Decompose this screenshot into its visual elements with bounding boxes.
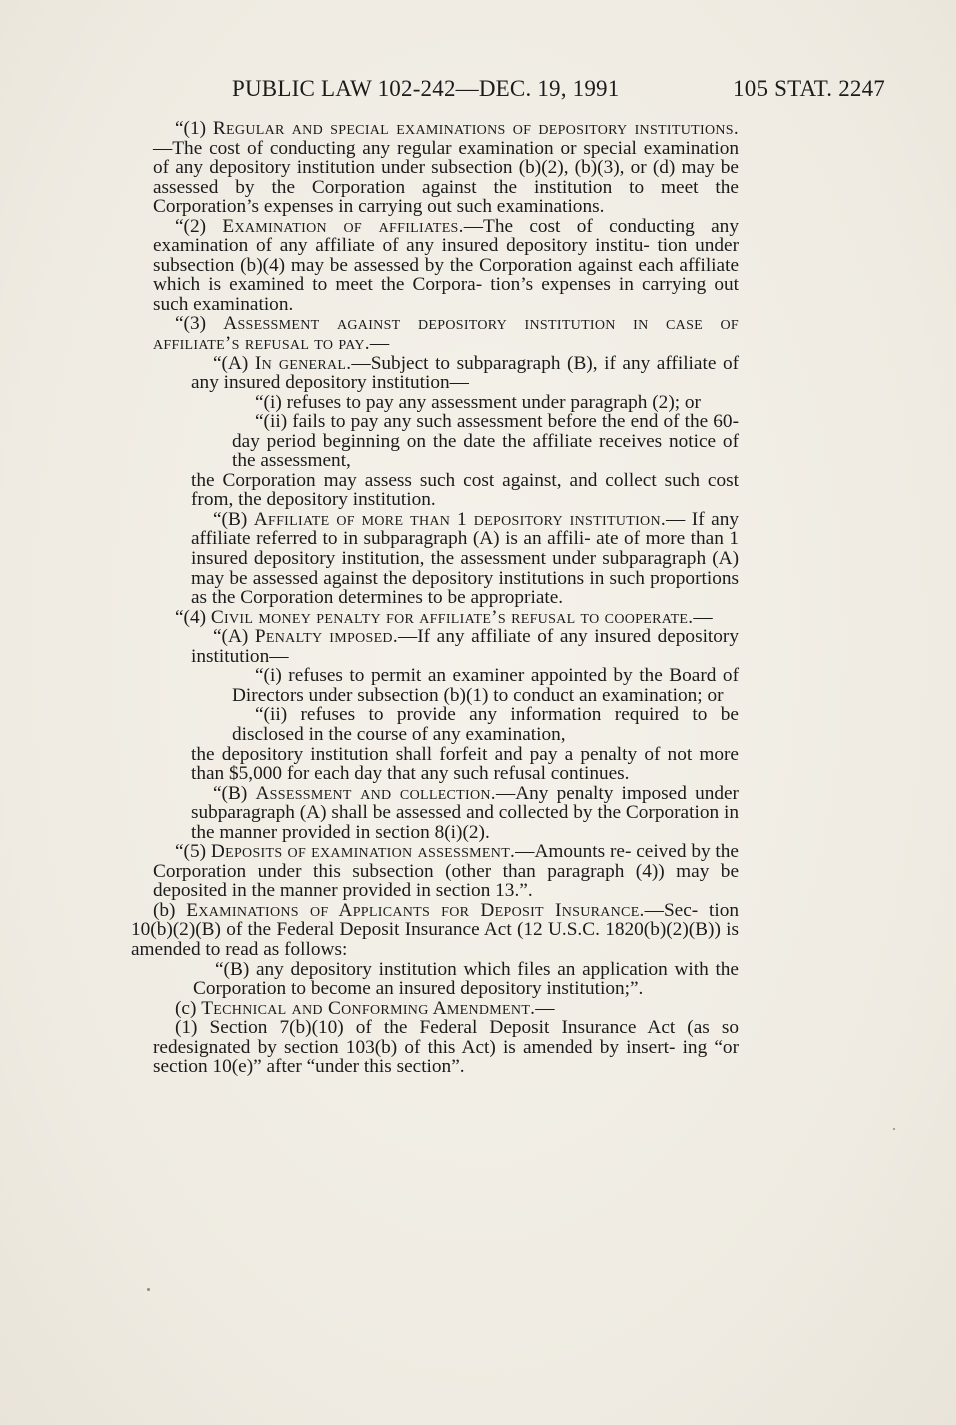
subparagraph-heading: In general.	[254, 352, 352, 374]
clause-3a-i: “(i) refuses to pay any assessment under paragraph (2); or	[255, 391, 701, 413]
page-header	[150, 76, 885, 106]
subparagraph-4b: “(B) Assessment and collection.—Any penalty imposed under subparagraph (A) shall be assessed and collected by the Corporation in the manner provided in section 8(i)(2).	[191, 782, 739, 843]
paragraph-3: “(3) Assessment against depository institution in case of affiliate’s refusal to pay.—	[153, 313, 739, 355]
subsection-heading: Technical and Conforming Amendment.	[201, 997, 536, 1019]
subparagraph-heading: Assessment and collection.	[255, 782, 496, 804]
subparagraph-4a-closing: the depository institution shall forfeit and pay a penalty of not more than $5,000 for each day that any such refusal continues.	[191, 743, 739, 785]
paragraph-1: “(1) Regular and special examinations of depository institutions.—The cost of conducting any regular examination or special examination of any depository institution under subsection (b)(2), (b)(3), or (d) may be assessed by the Corporation against the institution to meet the Corporation’s expenses in carrying out such examinations.	[153, 118, 739, 218]
paragraph-5: “(5) Deposits of examination assessment.—Amounts re- ceived by the Corporation under this subsection (other than paragraph (4)) may be deposited in the manner provided in section 13.”.	[153, 841, 739, 902]
subsection-b: (b) Examinations of Applicants for Deposit Insurance.—Sec- tion 10(b)(2)(B) of the Federal Deposit Insurance Act (12 U.S.C. 1820(b)(2)(B)) is amended to read as follows:	[131, 899, 739, 960]
subparagraph-3a: “(A) In general.—Subject to subparagraph (B), if any affiliate of any insured depository institution—	[191, 352, 739, 394]
paragraph-heading: Civil money penalty for affiliate’s refusal to cooperate.	[210, 606, 694, 628]
paragraph-4: “(4) Civil money penalty for affiliate’s refusal to cooperate.—	[175, 606, 713, 628]
subparagraph-heading: Penalty imposed.	[254, 626, 398, 648]
clause-4a-i: “(i) refuses to permit an examiner appointed by the Board of Directors under subsection (b)(1) to conduct an examination; or	[232, 665, 739, 706]
running-title: PUBLIC LAW 102-242—DEC. 19, 1991	[232, 76, 620, 101]
paragraph-c-1: (1) Section 7(b)(10) of the Federal Deposit Insurance Act (as so redesignated by section 103(b) of this Act) is amended by insert- ing “or section 10(e)” after “under this section”.	[153, 1017, 739, 1078]
paragraph-heading: Assessment against depository institution in case of affiliate’s refusal to pay.	[153, 313, 739, 355]
paragraph-heading: Examination of affiliates.	[222, 215, 464, 237]
subparagraph-3a-closing: the Corporation may assess such cost against, and collect such cost from, the depository institution.	[191, 469, 739, 511]
page-reference: 105 STAT. 2247	[733, 76, 885, 101]
subparagraph-4a: “(A) Penalty imposed.—If any affiliate of any insured depository institution—	[191, 626, 739, 667]
subparagraph-3b: “(B) Affiliate of more than 1 depository institution.— If any affiliate referred to in subparagraph (A) is an affili- ate of more than 1 insured depository institution, the assessment under subparagraph (A) may be assessed against the depository institutions in such proportions as the Corporation determines to be appropriate.	[191, 508, 739, 609]
scan-speck	[893, 1128, 895, 1130]
paragraph-heading: Regular and special examinations of depository institutions.	[212, 118, 739, 139]
subsection-heading: Examinations of Applicants for Deposit Insurance.	[186, 899, 645, 921]
clause-3a-ii: “(ii) fails to pay any such assessment before the end of the 60-day period beginning on the date the affiliate receives notice of the assessment,	[232, 411, 739, 472]
subparagraph-heading: Affiliate of more than 1 depository institution.	[253, 508, 666, 530]
paragraph-heading: Deposits of examination assessment.	[210, 841, 516, 863]
clause-4a-ii: “(ii) refuses to provide any information required to be disclosed in the course of any examination,	[232, 704, 739, 745]
subsection-c: (c) Technical and Conforming Amendment.—	[175, 997, 555, 1019]
paragraph-2: “(2) Examination of affiliates.—The cost of conducting any examination of any affiliate of any insured depository institu- tion under subsection (b)(4) may be assessed by the Corporation against each affiliate which is examined to meet the Corpora- tion’s expenses in carrying out such examination.	[153, 215, 739, 315]
scan-speck	[147, 1288, 150, 1291]
statute-text	[131, 118, 739, 1078]
quoted-amendment-b: “(B) any depository institution which files an application with the Corporation to become an insured depository institution;”.	[193, 958, 739, 1000]
